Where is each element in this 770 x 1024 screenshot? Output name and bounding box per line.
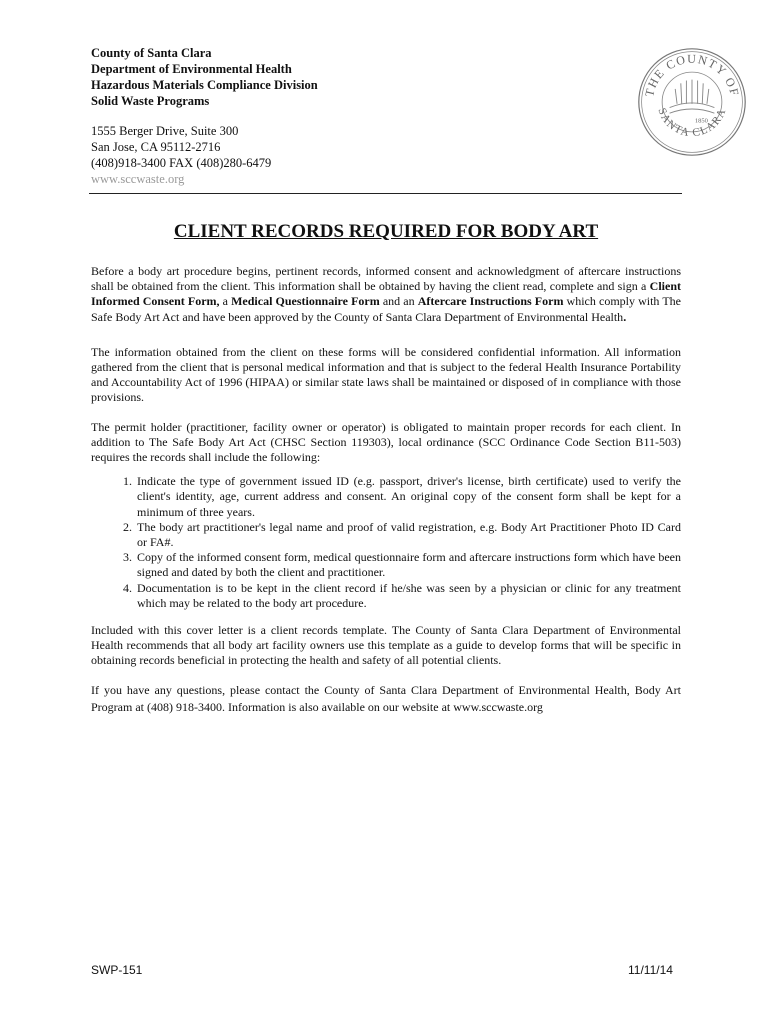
intro-paragraph: Before a body art procedure begins, pertinent records, informed consent and acknowledgment of aftercare instructions shall be obtained from the client. This information shall be obtained by having the client read, complete and sign a Client Informed Consent Form, a Medical Questionnaire Form and an Aftercare Instructions Form which comply with The Safe Body Art Act and have been approved by the County of Santa Clara Department of Environmental Health. — [91, 264, 681, 324]
letterhead — [91, 45, 318, 187]
document-body — [91, 264, 681, 716]
division-name: Hazardous Materials Compliance Division — [91, 78, 318, 92]
form-number: SWP-151 — [91, 963, 143, 977]
consent-form-name: Client Informed Consent Form, — [91, 279, 681, 309]
revision-date: 11/11/14 — [628, 963, 673, 977]
list-item: 1. Indicate the type of government issued ID (e.g. passport, driver's license, birth certificate) used to verify the client's identity, age, current address and consent. An original copy of the consent form shall be kept for a minimum of three years. — [135, 474, 681, 520]
header-divider — [89, 193, 682, 194]
requirements-list — [91, 474, 681, 611]
questionnaire-form-name: Medical Questionnaire Form — [231, 294, 380, 309]
phone-fax: (408)918-3400 FAX (408)280-6479 — [91, 156, 272, 170]
svg-text:1850: 1850 — [694, 117, 708, 125]
list-item: 2. The body art practitioner's legal name and proof of valid registration, e.g. Body Art Practitioner Photo ID Card or FA#. — [135, 520, 681, 550]
program-name: Solid Waste Programs — [91, 94, 210, 108]
svg-text:SANTA CLARA: SANTA CLARA — [655, 106, 729, 140]
template-paragraph: Included with this cover letter is a client records template. The County of Santa Clara Department of Environmental Health recommends that all body art facility owners use this template as a guide to develop forms that will be specific in obtaining records beneficial in protecting the health and safety of all potential clients. — [91, 623, 681, 668]
svg-text:THE COUNTY OF: THE COUNTY OF — [642, 51, 742, 98]
list-item: 4. Documentation is to be kept in the client record if he/she was seen by a physician or clinic for any treatment which may be related to the body art procedure. — [135, 581, 681, 611]
department-name: Department of Environmental Health — [91, 62, 292, 76]
website-link[interactable]: www.sccwaste.org — [91, 172, 185, 186]
county-seal-icon — [636, 46, 748, 158]
city-address: San Jose, CA 95112-2716 — [91, 140, 221, 154]
org-name: County of Santa Clara — [91, 46, 212, 60]
list-item: 3. Copy of the informed consent form, medical questionnaire form and aftercare instructions form which have been signed and dated by both the client and practitioner. — [135, 550, 681, 580]
aftercare-form-name: Aftercare Instructions Form — [417, 294, 564, 309]
street-address: 1555 Berger Drive, Suite 300 — [91, 124, 239, 138]
contact-paragraph: If you have any questions, please contact the County of Santa Clara Department of Environmental Health, Body Art Program at (408) 918-3400. Information is also available on our website at www.sccwaste.org — [91, 682, 681, 714]
permit-holder-paragraph: The permit holder (practitioner, facility owner or operator) is obligated to maintain proper records for each client. In addition to The Safe Body Art Act (CHSC Section 119303), local ordinance (SCC Ordinance Code Section B11-503) requires the records shall include the following: — [91, 419, 681, 465]
document-title: CLIENT RECORDS REQUIRED FOR BODY ART — [173, 221, 599, 242]
confidentiality-paragraph: The information obtained from the client on these forms will be considered confidential information. All information gathered from the client that is personal medical information and that is subject to the federal Health Insurance Portability and Accountability Act of 1996 (HIPAA) or similar state laws shall be maintained or disposed of in compliance with those provisions. — [91, 344, 681, 405]
